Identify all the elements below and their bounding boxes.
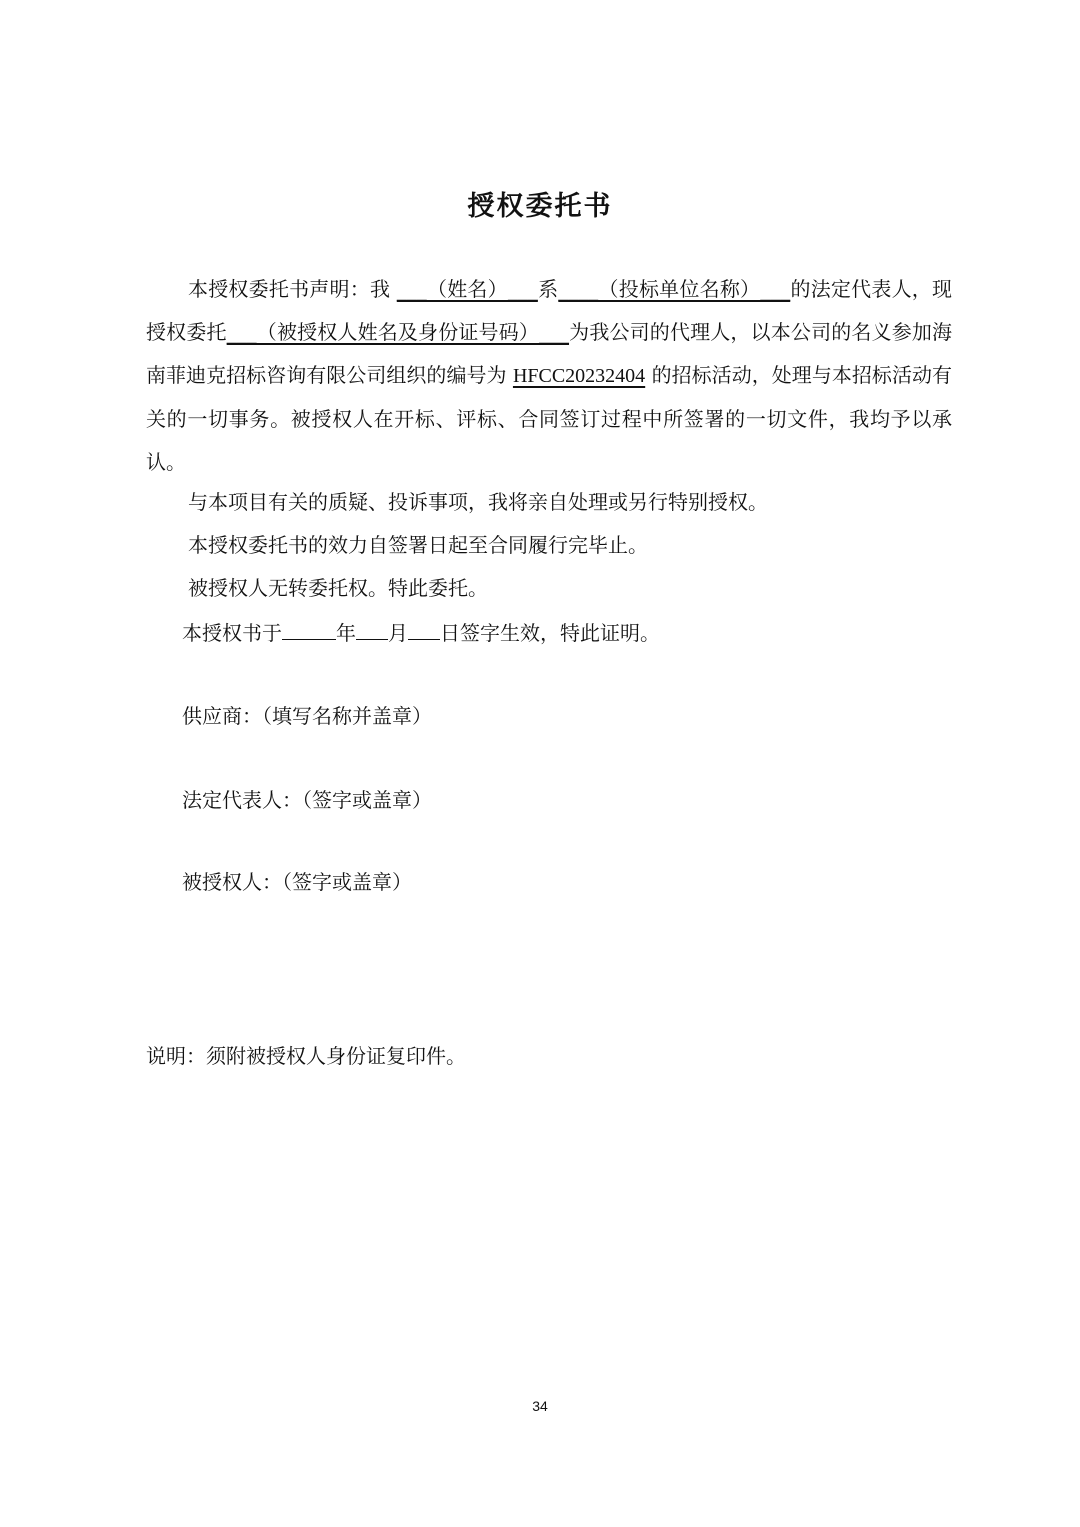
clause-validity: 本授权委托书的效力自签署日起至合同履行完毕止。 — [188, 533, 648, 557]
clause-complaints: 与本项目有关的质疑、投诉事项，我将亲自处理或另行特别授权。 — [188, 490, 768, 514]
day-suffix: 日签字生效，特此证明。 — [440, 621, 660, 645]
note: 说明：须附被授权人身份证复印件。 — [146, 1044, 466, 1068]
authorization-statement — [146, 268, 952, 484]
authorized-person-signature-line: 被授权人：（签字或盖章） — [182, 870, 412, 894]
bidder-name-blank: ____（投标单位名称）___ — [558, 277, 791, 301]
additional-clauses — [188, 481, 768, 610]
document-title: 授权委托书 — [467, 191, 613, 222]
day-blank — [408, 619, 440, 640]
date-prefix: 本授权书于 — [182, 621, 282, 645]
principal-name-blank: ___（姓名）___ — [396, 277, 538, 301]
statement-text-4: 为我公司的代理人，以本公司的名义参加海南菲迪克招标咨询有限公司组织的编号为 — [146, 320, 953, 387]
authorized-person-blank: ___（被授权人姓名及身份证号码）___ — [226, 320, 570, 344]
year-label: 年 — [336, 621, 356, 645]
month-blank — [356, 619, 388, 640]
statement-text-5: 的招标活动，处理与本招标活动有关的一切事务。被授权人在开标、评标、合同签订过程中所签署的一切文件，我均予以承认。 — [146, 363, 952, 474]
supplier-signature-line: 供应商：（填写名称并盖章） — [182, 704, 432, 728]
month-label: 月 — [388, 621, 408, 645]
project-code: HFCC20232404 — [512, 365, 646, 387]
clause-no-subdelegation: 被授权人无转委托权。特此委托。 — [188, 576, 488, 600]
page-number: 34 — [532, 1398, 548, 1414]
statement-text-1: 本授权委托书声明：我 — [188, 277, 397, 301]
statement-text-2: 系 — [537, 277, 559, 301]
year-blank — [282, 619, 336, 640]
effective-date-line — [182, 617, 660, 649]
statement-paragraph — [146, 268, 952, 484]
legal-representative-signature-line: 法定代表人：（签字或盖章） — [182, 788, 432, 812]
statement-text-3: 的法定代表人，现授权委托 — [146, 277, 953, 344]
